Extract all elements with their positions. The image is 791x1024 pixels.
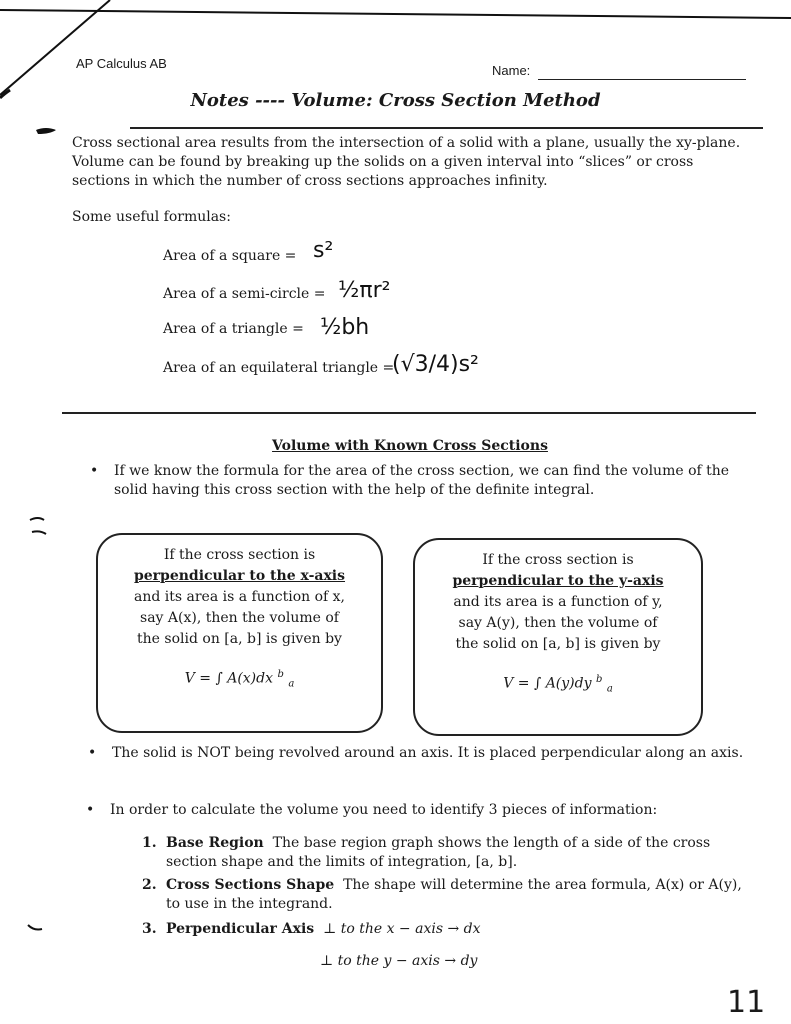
box-y-integral [415, 669, 701, 699]
step-title: Base Region [166, 835, 264, 851]
box-x-integral [98, 664, 381, 694]
handwritten-answer-square: s² [313, 238, 334, 263]
box-y-line4: say A(y), then the volume of [458, 615, 658, 631]
bullet-three-pieces [86, 801, 746, 823]
page-title: Notes ---- Volume: Cross Section Method [190, 90, 601, 111]
formula-label: Area of an equilateral triangle = [163, 360, 395, 376]
name-blank-line [538, 79, 746, 80]
step-perpendicular-axis-y: ⊥ to the y − axis → dy [320, 953, 478, 969]
box-x-key-phrase: perpendicular to the x-axis [133, 568, 346, 584]
box-perpendicular-x [96, 533, 383, 733]
handwritten-answer-triangle: ½bh [320, 315, 370, 340]
integral-lower-limit: a [288, 678, 295, 690]
formula-square [163, 248, 296, 264]
name-label: Name: [492, 63, 531, 78]
bullet-text: In order to calculate the volume you need to identify 3 pieces of information: [110, 802, 658, 818]
handwritten-answer-equilateral: (√3/4)s² [392, 352, 479, 377]
step-text: The shape will determine the area formula, A(x) or A(y), to use in the integrand. [166, 877, 742, 912]
box-y-line3: and its area is a function of y, [453, 594, 663, 610]
bullet-known-cross-sections [90, 462, 750, 506]
bullet-text: The solid is NOT being revolved around an axis. It is placed perpendicular along an axis. [112, 745, 744, 761]
box-x-line4: say A(x), then the volume of [140, 610, 339, 626]
step-number: 3. [142, 921, 157, 937]
box-y-line5: the solid on [a, b] is given by [455, 636, 661, 652]
handwritten-page-number: 11 [727, 985, 766, 1020]
bullet-dot: • [88, 745, 97, 761]
step-perpendicular-axis [142, 920, 742, 942]
step-body [166, 920, 746, 939]
section-divider [62, 412, 756, 414]
step-number: 1. [142, 835, 157, 851]
step-title: Perpendicular Axis [166, 921, 315, 937]
bullet-text: If we know the formula for the area of the cross section, we can find the volume of the solid having this cross section with the help of the definite integral. [114, 463, 730, 498]
formula-label: Area of a triangle = [163, 321, 304, 337]
title-divider [130, 127, 763, 129]
step-title: Cross Sections Shape [166, 877, 335, 893]
box-x-line3: and its area is a function of x, [133, 589, 345, 605]
step-body [166, 876, 746, 914]
handwritten-answer-semicircle: ½πr² [338, 278, 391, 303]
formula-semicircle [163, 286, 326, 302]
useful-formulas-label: Some useful formulas: [72, 209, 231, 225]
step-text: The base region graph shows the length of a side of the cross section shape and the limits of integration, [a, b]. [166, 835, 711, 870]
integral-expression: V = ∫ A(x)dx [184, 670, 273, 687]
bullet-not-revolved [88, 744, 748, 784]
formula-label: Area of a semi-circle = [163, 286, 326, 302]
step-text: ⊥ to the x − axis → dx [323, 921, 481, 937]
integral-lower-limit: a [606, 683, 613, 695]
box-x-line5: the solid on [a, b] is given by [137, 631, 342, 647]
intro-paragraph: Cross sectional area results from the intersection of a solid with a plane, usually the xy-plane. Volume can be found by breaking up the solids on a given interval into “slices” or cross sections in which the number of cross sections approaches infinity. [72, 135, 741, 189]
step-base-region [142, 834, 742, 874]
step-cross-section-shape [142, 876, 742, 916]
integral-upper-limit: b [277, 669, 284, 680]
bullet-dot: • [86, 802, 95, 818]
box-y-line1: If the cross section is [482, 552, 634, 568]
box-x-line1: If the cross section is [163, 547, 316, 563]
formula-triangle [163, 321, 304, 337]
box-perpendicular-y [413, 538, 703, 736]
section-heading: Volume with Known Cross Sections [272, 438, 548, 454]
formula-label: Area of a square = [163, 248, 297, 264]
step-number: 2. [142, 877, 157, 893]
box-y-key-phrase: perpendicular to the y-axis [452, 573, 664, 589]
integral-upper-limit: b [595, 674, 603, 685]
formula-equilateral-triangle [163, 360, 394, 376]
bullet-dot: • [90, 463, 99, 479]
step-body [166, 834, 746, 872]
course-label: AP Calculus AB [76, 56, 167, 71]
integral-expression: V = ∫ A(y)dy [503, 675, 592, 692]
